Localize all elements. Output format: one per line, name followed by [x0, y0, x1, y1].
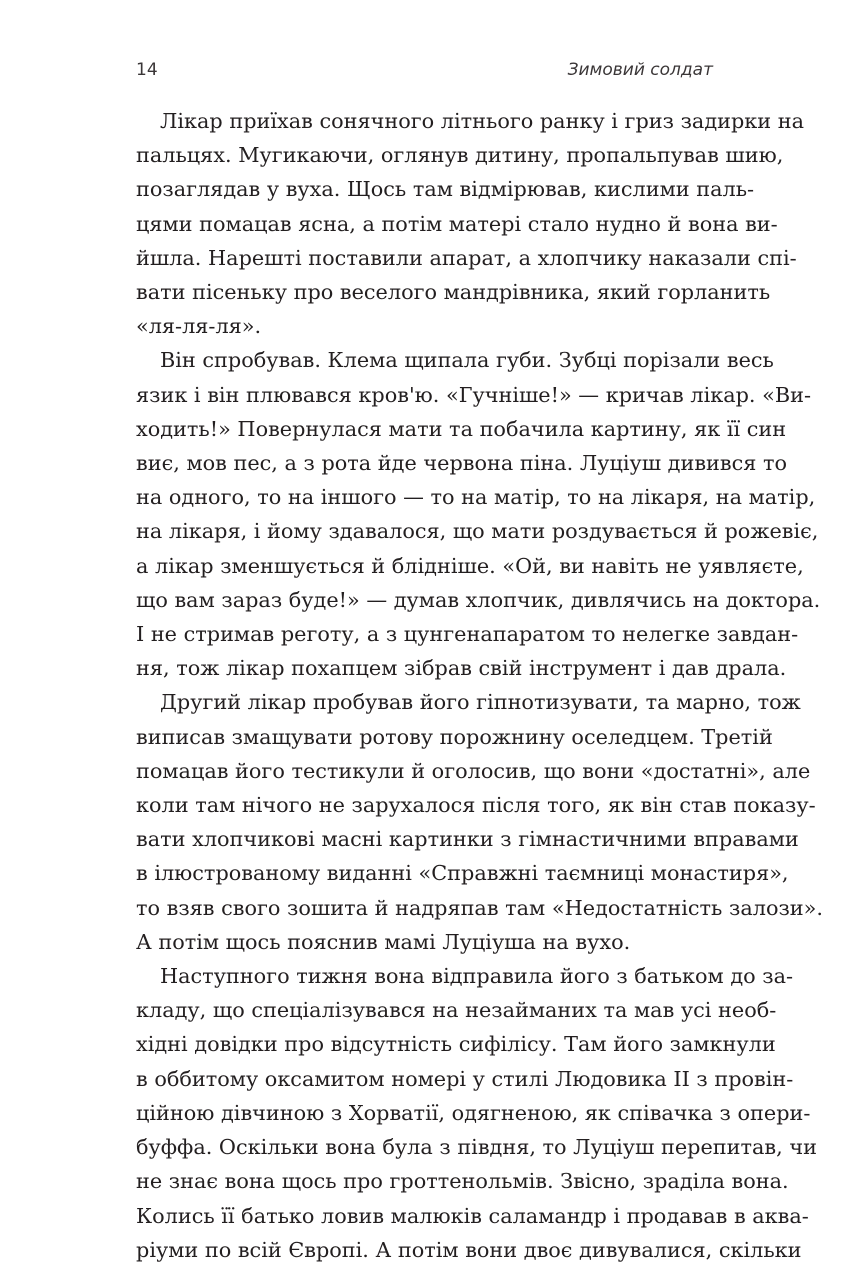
text-line: що вам зараз буде!» — думав хлопчик, дивлячись на доктора.	[136, 587, 821, 612]
text-line: ріуми по всій Європі. А потім вони двоє дивувалися, скільки	[136, 1237, 802, 1262]
text-line: ходить!» Повернулася мати та побачила картину, як її син	[136, 416, 787, 441]
running-title: Зимовий солдат	[567, 60, 713, 80]
text-line: помацав його тестикули й оголосив, що вони «достатні», але	[136, 758, 811, 783]
page-header	[136, 60, 713, 90]
text-line: не знає вона щось про гроттенольмів. Звісно, зраділа вона.	[136, 1169, 789, 1194]
text-line: пальцях. Мугикаючи, оглянув дитину, пропальпував шию,	[136, 143, 784, 168]
text-line: то взяв свого зошита й надряпав там «Недостатність залози».	[136, 895, 824, 920]
text-line: а лікар зменшується й блідніше. «Ой, ви навіть не уявляєте,	[136, 553, 804, 578]
text-line: Другий лікар пробував його гіпнотизувати, та марно, тож	[160, 690, 801, 715]
text-line: виписав змащувати ротову порожнину оселедцем. Третій	[136, 724, 773, 749]
text-line: І не стримав реготу, а з цунгенапаратом то нелегке завдан-	[136, 622, 799, 647]
text-line: Лікар приїхав сонячного літнього ранку і гриз задирки на	[160, 109, 805, 133]
text-line: на одного, то на іншого — то на матір, то на лікаря, на матір,	[136, 485, 816, 510]
text-line: вати пісеньку про веселого мандрівника, який горланить	[136, 280, 771, 305]
text-line: на лікаря, і йому здавалося, що мати роздувається й рожевіє,	[136, 519, 819, 544]
body-text	[136, 104, 824, 1267]
text-line: вати хлопчикові масні картинки з гімнастичними вправами	[136, 827, 799, 852]
text-line: виє, мов пес, а з рота йде червона піна. Луціуш дивився то	[136, 451, 787, 476]
text-line: ня, тож лікар похапцем зібрав свій інструмент і дав драла.	[136, 656, 787, 681]
text-line: йшла. Нарешті поставили апарат, а хлопчику наказали спі-	[136, 245, 797, 270]
text-line: кладу, що спеціалізувався на незайманих та мав усі необ-	[136, 998, 777, 1023]
paragraph	[136, 104, 805, 343]
text-line: хідні довідки про відсутність сифілісу. Там його замкнули	[136, 1032, 776, 1057]
text-line: Колись її батько ловив малюків саламандр і продавав в аква-	[136, 1203, 809, 1228]
text-line: буффа. Оскільки вона була з півдня, то Луціуш перепитав, чи	[136, 1135, 817, 1160]
page-number: 14	[136, 60, 158, 80]
text-line: цями помацав ясна, а потім матері стало нудно й вона ви-	[136, 211, 778, 236]
text-line: А потім щось пояснив мамі Луціуша на вухо.	[136, 929, 631, 954]
paragraph	[136, 685, 824, 959]
text-line: «ля-ля-ля».	[136, 314, 262, 339]
text-line: язик і він плювався кров'ю. «Гучніше!» — кричав лікар. «Ви-	[136, 382, 812, 407]
paragraph	[136, 343, 821, 685]
text-line: ційною дівчиною з Хорватії, одягненою, як співачка з опери-	[136, 1100, 811, 1125]
text-line: Він спробував. Клема щипала губи. Зубці порізали весь	[160, 348, 774, 373]
text-line: Наступного тижня вона відправила його з батьком до за-	[160, 964, 794, 989]
text-line: коли там нічого не зарухалося після того, як він став показу-	[136, 793, 816, 818]
text-line: в ілюстрованому виданні «Справжні таємниці монастиря»,	[136, 861, 789, 886]
text-line: позаглядав у вуха. Щось там відмірював, кислими паль-	[136, 177, 755, 202]
text-line: в оббитому оксамитом номері у стилі Людовика II з провін-	[136, 1066, 794, 1091]
paragraph	[136, 959, 817, 1267]
